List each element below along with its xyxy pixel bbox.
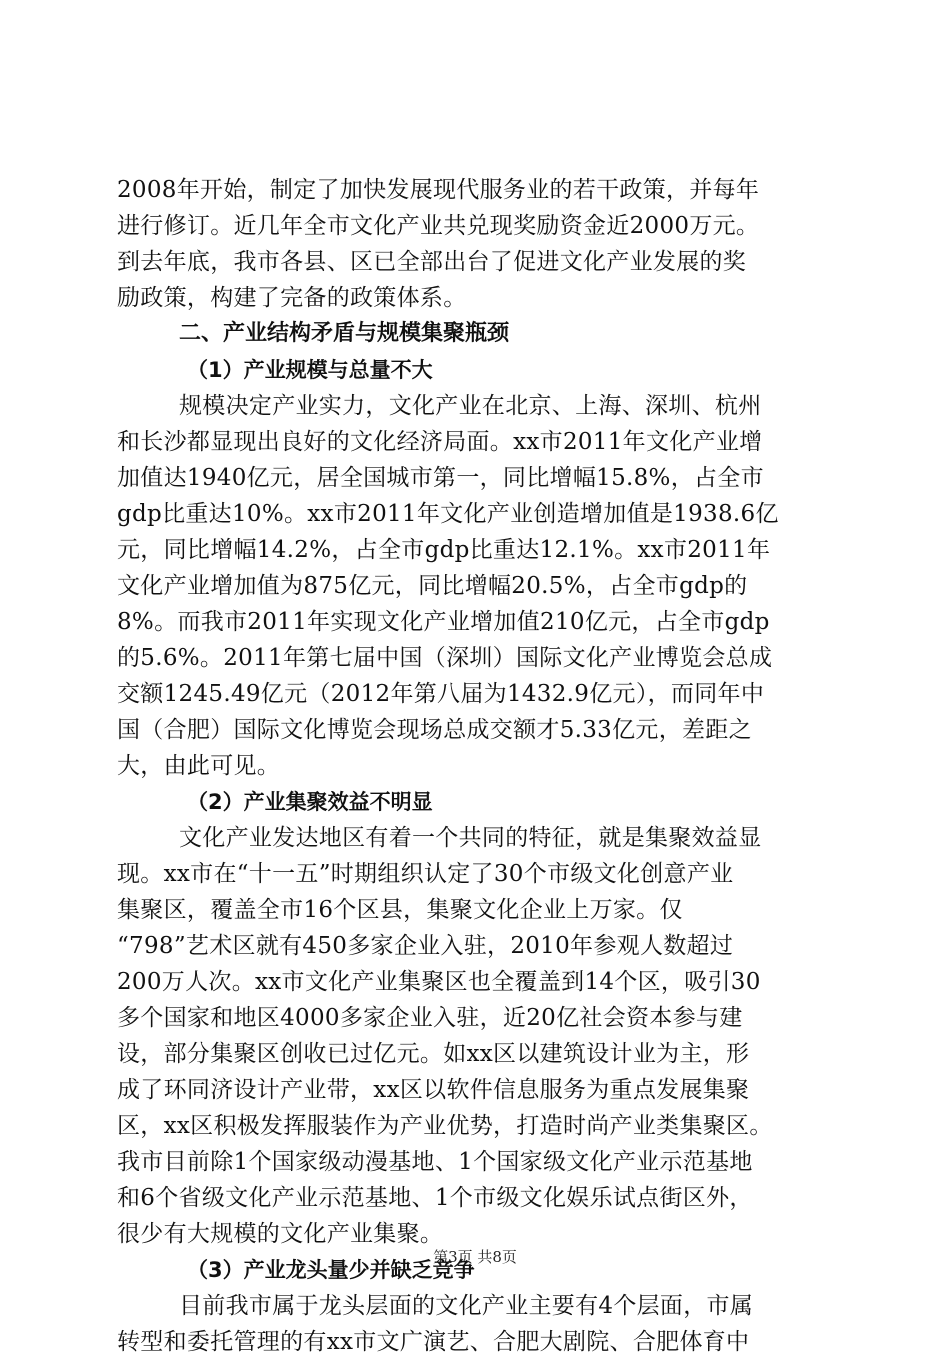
text-line: 我市目前除1个国家级动漫基地、1个国家级文化产业示范基地 — [117, 1149, 753, 1175]
text-line: 的5.6%。2011年第七届中国（深圳）国际文化产业博览会总成 — [117, 645, 773, 671]
text-line: 8%。而我市2011年实现文化产业增加值210亿元，占全市gdp — [117, 609, 770, 635]
text-line: “798”艺术区就有450多家企业入驻，2010年参观人数超过 — [117, 933, 734, 959]
text-line: 大，由此可见。 — [117, 753, 281, 779]
text-line: 励政策，构建了完备的政策体系。 — [117, 285, 467, 311]
text-line: 2008年开始，制定了加快发展现代服务业的若干政策，并每年 — [117, 177, 760, 203]
text-line: 加值达1940亿元，居全国城市第一，同比增幅15.8%，占全市 — [117, 465, 764, 491]
document-body — [117, 172, 835, 1360]
section-heading: 二、产业结构矛盾与规模集聚瓶颈 — [179, 321, 510, 346]
text-line: 成了环同济设计产业带，xx区以软件信息服务为重点发展集聚 — [117, 1077, 750, 1103]
text-line: 转型和委托管理的有xx市文广演艺、合肥大剧院、合肥体育中 — [117, 1329, 750, 1355]
text-line: gdp比重达10%。xx市2011年文化产业创造增加值是1938.6亿 — [117, 501, 779, 527]
text-line: 设，部分集聚区创收已过亿元。如xx区以建筑设计业为主，形 — [117, 1041, 750, 1067]
text-line: 多个国家和地区4000多家企业入驻，近20亿社会资本参与建 — [117, 1005, 743, 1031]
text-line: 200万人次。xx市文化产业集聚区也全覆盖到14个区，吸引30 — [117, 969, 761, 995]
subsection-heading: （2）产业集聚效益不明显 — [187, 790, 433, 814]
text-line: 区，xx区积极发挥服装作为产业优势，打造时尚产业类集聚区。 — [117, 1113, 773, 1139]
text-line: 很少有大规模的文化产业集聚。 — [117, 1221, 444, 1247]
text-line: 和长沙都显现出良好的文化经济局面。xx市2011年文化产业增 — [117, 429, 763, 455]
text-line: 和6个省级文化产业示范基地、1个市级文化娱乐试点街区外， — [117, 1185, 753, 1211]
text-line: 文化产业发达地区有着一个共同的特征，就是集聚效益显 — [179, 825, 762, 851]
text-line: 到去年底，我市各县、区已全部出台了促进文化产业发展的奖 — [117, 249, 747, 275]
page-number-footer: 第3页 共8页 — [433, 1248, 517, 1266]
text-line: 现。xx市在“十一五”时期组织认定了30个市级文化创意产业 — [117, 861, 734, 887]
text-line: 交额1245.49亿元（2012年第八届为1432.9亿元），而同年中 — [117, 681, 765, 707]
text-line: 国（合肥）国际文化博览会现场总成交额才5.33亿元，差距之 — [117, 717, 752, 743]
text-line: 目前我市属于龙头层面的文化产业主要有4个层面，市属 — [179, 1293, 754, 1319]
text-line: 元，同比增幅14.2%，占全市gdp比重达12.1%。xx市2011年 — [117, 537, 771, 563]
text-line: 进行修订。近几年全市文化产业共兑现奖励资金近2000万元。 — [117, 213, 760, 239]
text-line: 文化产业增加值为875亿元，同比增幅20.5%，占全市gdp的 — [117, 573, 748, 599]
text-line: 集聚区，覆盖全市16个区县，集聚文化企业上万家。仅 — [117, 897, 683, 923]
subsection-heading: （1）产业规模与总量不大 — [187, 358, 433, 382]
subsection-heading: （3）产业龙头量少并缺乏竞争 — [187, 1258, 475, 1282]
text-line: 规模决定产业实力，文化产业在北京、上海、深圳、杭州 — [179, 393, 762, 419]
